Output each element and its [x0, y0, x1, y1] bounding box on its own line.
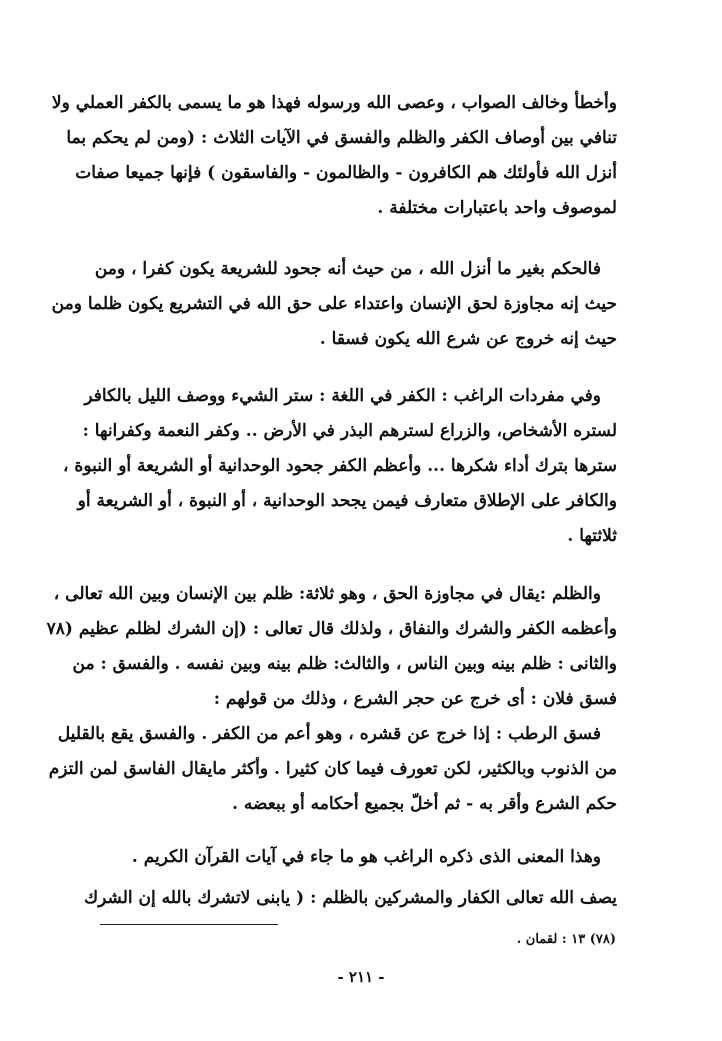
text-line: وهذا المعنى الذى ذكره الراغب هو ما جاء في آيات القرآن الكريم .: [131, 847, 601, 867]
page-number: - ٢١١ -: [337, 968, 385, 986]
footnote: (٧٨) ١٣ : لقمان .: [516, 932, 616, 947]
text-line: من الذنوب وبالكثير، لكن تعورف فيما كان كثيرا . وأكثر مايقال الفاسق لمن التزم: [48, 759, 617, 779]
text-line: سترها بترك أداء شكرها ... وأعظم الكفر جحود الوحدانية أو الشريعة أو النبوة ،: [63, 456, 617, 476]
text-line: يصف الله تعالى الكفار والمشركين بالظلم : ( يابنى لاتشرك بالله إن الشرك: [84, 888, 617, 908]
text-line: ثلاثتها .: [567, 526, 617, 546]
paragraph-6: [84, 881, 617, 916]
text-line: تنافي بين أوصاف الكفر والظلم والفسق في الآيات الثلاث : (ومن لم يحكم بما: [66, 128, 617, 148]
text-line: حيث إنه مجاوزة لحق الإنسان واعتداء على حق الله في التشريع يكون ظلما ومن: [51, 294, 617, 314]
paragraph-5: [105, 840, 617, 875]
text-line: لموصوف واحد باعتبارات مختلفة .: [377, 198, 617, 218]
text-line: والكافر على الإطلاق متعارف فيمن يجحد الوحدانية ، أو النبوة ، أو الشريعة أو: [77, 491, 617, 511]
text-line: فالحكم بغير ما أنزل الله ، من حيث أنه جحود للشريعة يكون كفرا ، ومن: [94, 259, 601, 279]
paragraph-1: [51, 86, 617, 226]
footnote-divider: [100, 924, 278, 925]
paragraph-2: [51, 252, 617, 357]
text-line: حكم الشرع وأقر به - ثم أخلّ بجميع أحكامه أو ببعضه .: [232, 794, 617, 814]
text-line: فسق فلان : أى خرج عن حجر الشرع ، وذلك من قولهم :: [213, 689, 617, 709]
text-line: حيث إنه خروج عن شرع الله يكون فسقا .: [319, 329, 617, 349]
paragraph-4: [46, 577, 617, 822]
text-line: فسق الرطب : إذا خرج عن قشره ، وهو أعم من الكفر . والفسق يقع بالقليل: [57, 724, 601, 744]
text-line: والظلم :يقال في مجاوزة الحق ، وهو ثلاثة: ظلم بين الإنسان وبين الله تعالى ،: [53, 584, 601, 604]
text-line: وفي مفردات الراغب : الكفر في اللغة : ستر الشيء ووصف الليل بالكافر: [84, 386, 601, 406]
paragraph-3: [63, 379, 617, 554]
text-line: وأخطأ وخالف الصواب ، وعصى الله ورسوله فهذا هو ما يسمى بالكفر العملي ولا: [51, 93, 617, 113]
text-line: لستره الأشخاص، والزراع لسترهم البذر في الأرض .. وكفر النعمة وكفرانها :: [82, 421, 617, 441]
text-line: وأعظمه الكفر والشرك والنفاق ، ولذلك قال تعالى : (إن الشرك لظلم عظيم (٧٨: [46, 619, 617, 639]
text-line: والثانى : ظلم بينه وبين الناس ، والثالث: ظلم بينه وبين نفسه . والفسق : من: [72, 654, 617, 674]
text-line: أنزل الله فأولئك هم الكافرون - والظالمون - والفاسقون ) فإنها جميعا صفات: [75, 163, 617, 183]
